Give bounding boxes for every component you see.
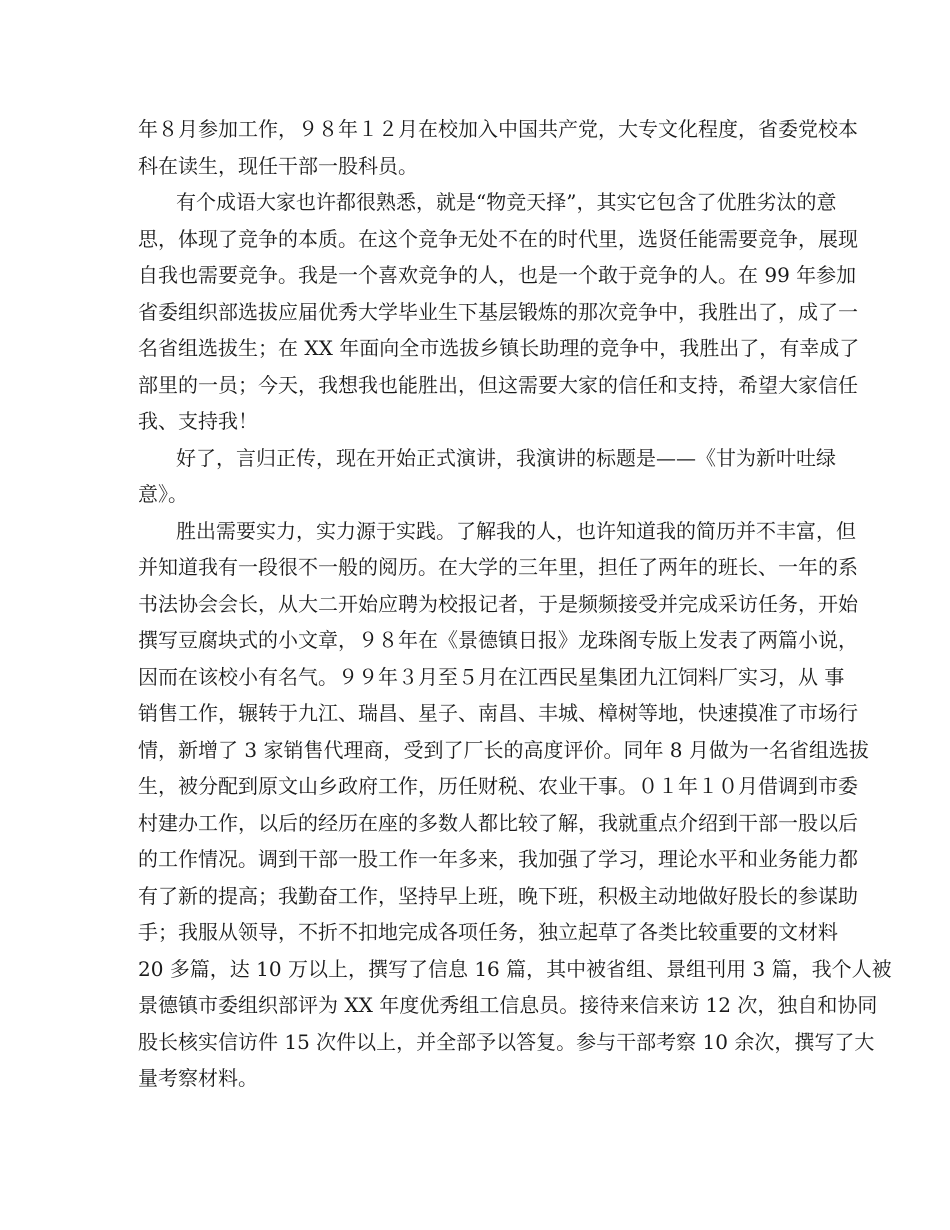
paragraph-first-line: 好了，言归正传，现在开始正式演讲，我演讲的标题是——《甘为新叶吐绿 [176,445,836,470]
paragraph-first-line: 胜出需要实力，实力源于实践。了解我的人，也许知道我的简历并不丰富，但 [176,518,856,543]
paragraph-line: 我、支持我！ [138,409,258,433]
paragraph-line: 情，新增了 3 家销售代理商，受到了厂长的高度评价。同年 8 月做为一名省组选拔 [138,737,869,762]
paragraph-line: 20 多篇，达 10 万以上，撰写了信息 16 篇，其中被省组、景组刊用 3 篇，我个人被 [138,956,892,981]
paragraph-first-line: 有个成语大家也许都很熟悉，就是“物竞天择”，其实它包含了优胜劣汰的意 [176,190,837,214]
paragraph-line: 省委组织部选拔应届优秀大学毕业生下基层锻炼的那次竞争中，我胜出了，成了一 [138,299,858,324]
paragraph-line: 景德镇市委组织部评为 XX 年度优秀组工信息员。接待来信来访 12 次，独自和协同 [138,993,878,1017]
paragraph-line: 村建办工作，以后的经历在座的多数人都比较了解，我就重点介绍到干部一股以后 [138,810,858,835]
paragraph-line: 手；我服从领导，不折不扣地完成各项任务，独立起草了各类比较重要的文材料 [138,920,838,944]
paragraph-line: 生，被分配到原文山乡政府工作，历任财税、农业干事。０１年１０月借调到市委 [138,774,858,798]
paragraph-line: 部里的一员；今天，我想我也能胜出，但这需要大家的信任和支持，希望大家信任 [138,372,858,397]
paragraph-line: 量考察材料。 [138,1066,258,1090]
paragraph-line: 意》。 [138,482,188,506]
paragraph-line: 自我也需要竞争。我是一个喜欢竞争的人，也是一个敢于竞争的人。在 99 年参加 [138,263,857,287]
paragraph-line: 销售工作，辗转于九江、瑞昌、星子、南昌、丰城、樟树等地，快速摸准了市场行 [138,701,858,725]
paragraph-line: 的工作情况。调到干部一股工作一年多来，我加强了学习，理论水平和业务能力都 [138,847,858,871]
paragraph-line: 思，体现了竞争的本质。在这个竞争无处不在的时代里，选贤任能需要竞争，展现 [138,226,858,251]
paragraph-line: 撰写豆腐块式的小文章，９８年在《景德镇日报》龙珠阁专版上发表了两篇小说， [138,628,858,652]
paragraph-line: 并知道我有一段很不一般的阅历。在大学的三年里，担任了两年的班长、一年的系 [138,555,858,579]
paragraph-line: 股长核实信访件 15 次件以上，并全部予以答复。参与干部考察 10 余次，撰写了大 [138,1029,875,1054]
paragraph-line: 名省组选拔生；在 XX 年面向全市选拔乡镇长助理的竞争中，我胜出了，有幸成了 [138,336,860,360]
paragraph-line: 因而在该校小有名气。９９年３月至５月在江西民星集团九江饲料厂实习，从 事 [138,664,845,689]
paragraph-line: 书法协会会长，从大二开始应聘为校报记者，于是频频接受并完成采访任务，开始 [138,591,858,616]
paragraph-line: 科在读生，现任干部一股科员。 [138,153,418,178]
paragraph-line: 年８月参加工作，９８年１２月在校加入中国共产党，大专文化程度，省委党校本 [138,117,858,141]
paragraph-line: 有了新的提高；我勤奋工作，坚持早上班，晚下班，积极主动地做好股长的参谋助 [138,883,858,908]
